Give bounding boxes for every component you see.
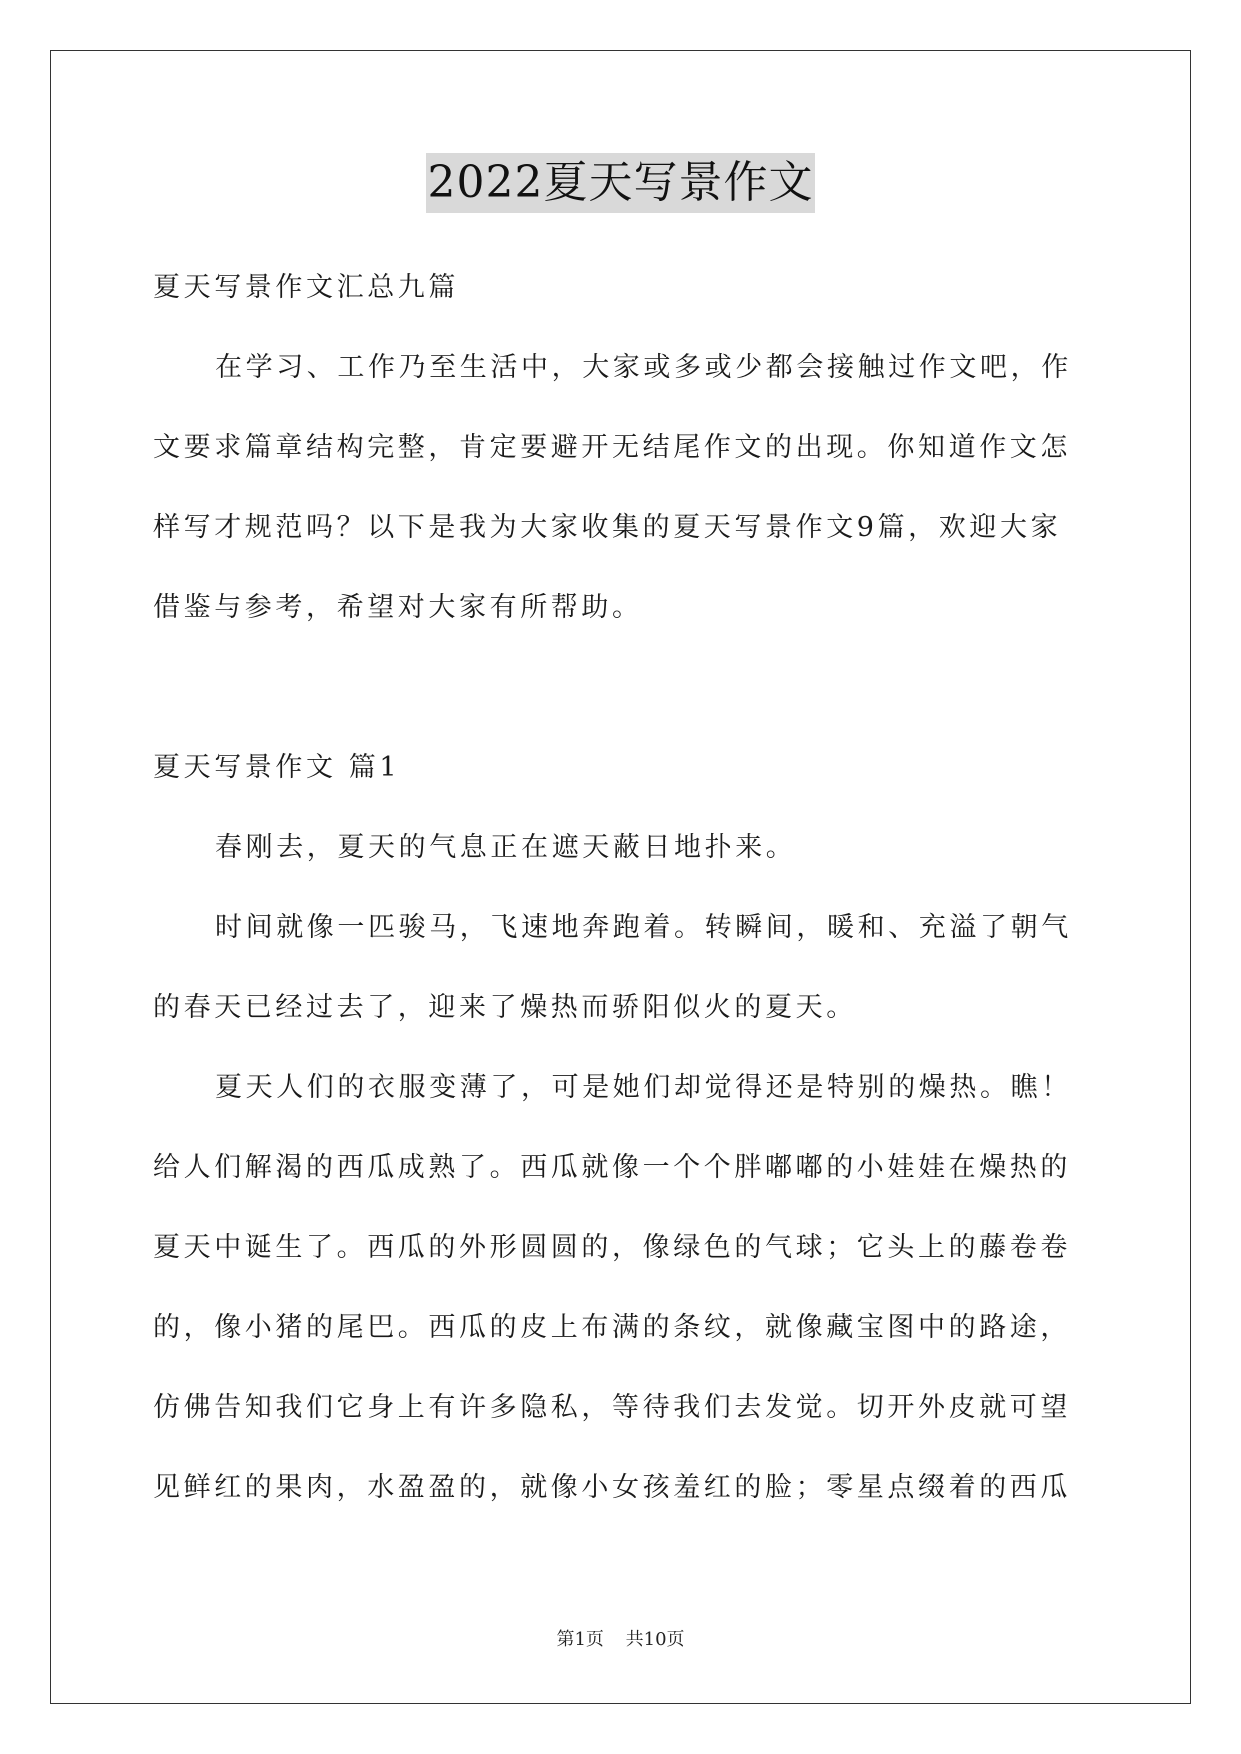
blank-line <box>153 648 1093 728</box>
intro-line: 文要求篇章结构完整，肯定要避开无结尾作文的出现。你知道作文怎 <box>153 432 1071 463</box>
document-title: 2022夏天写景作文 <box>426 153 816 213</box>
intro-line: 样写才规范吗？以下是我为大家收集的夏天写景作文9篇，欢迎大家 <box>153 512 1062 543</box>
paragraph-line: 给人们解渴的西瓜成熟了。西瓜就像一个个胖嘟嘟的小娃娃在燥热的 <box>153 1152 1071 1183</box>
paragraph-line: 仿佛告知我们它身上有许多隐私，等待我们去发觉。切开外皮就可望 <box>153 1392 1071 1423</box>
paragraph-line: 夏天中诞生了。西瓜的外形圆圆的，像绿色的气球；它头上的藤卷卷 <box>153 1232 1071 1263</box>
intro-line: 在学习、工作乃至生活中，大家或多或少都会接触过作文吧，作 <box>215 352 1072 383</box>
paragraph-line: 见鲜红的果肉，水盈盈的，就像小女孩羞红的脸；零星点缀着的西瓜 <box>153 1472 1071 1503</box>
title-container <box>0 153 1241 213</box>
intro-line: 借鉴与参考，希望对大家有所帮助。 <box>153 592 643 623</box>
paragraph-line: 时间就像一匹骏马，飞速地奔跑着。转瞬间，暖和、充溢了朝气 <box>215 912 1072 943</box>
paragraph-line: 的，像小猪的尾巴。西瓜的皮上布满的条纹，就像藏宝图中的路途， <box>153 1312 1071 1343</box>
paragraph-line: 春刚去，夏天的气息正在遮天蔽日地扑来。 <box>215 832 797 863</box>
section-heading: 夏天写景作文 篇1 <box>153 752 401 783</box>
document-body <box>153 248 1093 1528</box>
paragraph-line: 的春天已经过去了，迎来了燥热而骄阳似火的夏天。 <box>153 992 857 1023</box>
paragraph-line: 夏天人们的衣服变薄了，可是她们却觉得还是特别的燥热。瞧！ <box>215 1072 1072 1103</box>
page-footer <box>0 1628 1241 1652</box>
document-subtitle: 夏天写景作文汇总九篇 <box>153 272 459 303</box>
page-number-total: 共10页 <box>625 1629 685 1650</box>
page-number-current: 第1页 <box>556 1629 604 1650</box>
